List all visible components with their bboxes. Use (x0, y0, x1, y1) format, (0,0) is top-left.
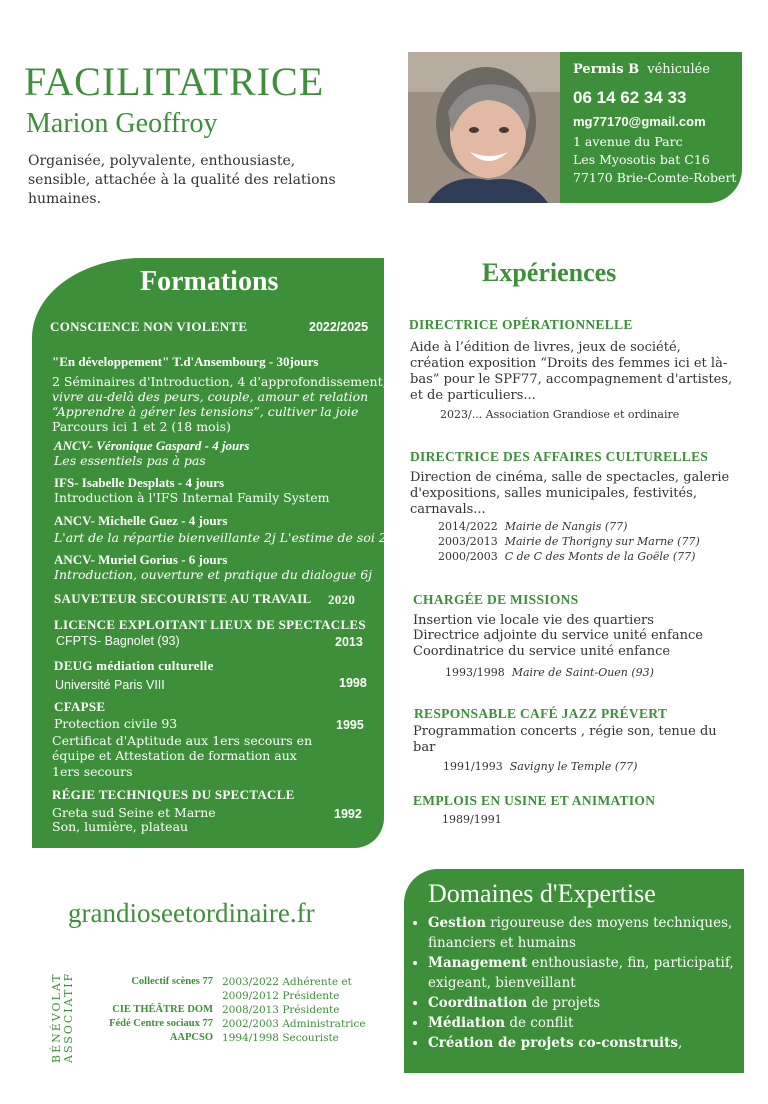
permis-detail: véhiculée (647, 62, 710, 77)
deug-year: 1998 (339, 676, 367, 690)
address-line-3: 77170 Brie-Comte-Robert (573, 170, 737, 185)
experiences-title: Expériences (482, 258, 617, 287)
formation-5-title: ANCV- Muriel Gorius - 6 jours (54, 552, 228, 567)
formation-4-line-1: L'art de la répartie bienveillante 2j L'estime de soi 2j (54, 530, 391, 545)
expertise-item-text: de conflit (505, 1015, 574, 1031)
expertise-item-text: rigoureuse des moyens techniques, financiers et humains (428, 915, 733, 951)
formation-4-title: ANCV- Michelle Guez - 4 jours (54, 513, 228, 528)
licence-heading: LICENCE EXPLOITANT LIEUX DE SPECTACLES (54, 617, 366, 632)
expertise-item-text: de projets (527, 995, 601, 1011)
exp-4-date-year: 1991/1993 (443, 760, 503, 773)
sst-heading: SAUVETEUR SECOURISTE AU TRAVAIL (54, 591, 312, 606)
cfapse-year: 1995 (336, 718, 364, 732)
exp-3-heading: CHARGÉE DE MISSIONS (413, 592, 579, 607)
exp-3-date (445, 666, 654, 679)
exp-1-date: 2023/... Association Grandiose et ordinaire (440, 408, 680, 421)
benevolat-value: 2008/2013 Présidente (222, 1004, 340, 1016)
exp-2-line-3: carnavals... (410, 502, 486, 517)
benevolat-row (0, 1032, 400, 1046)
address-line-2: Les Myosotis bat C16 (573, 152, 710, 167)
permis-label: Permis B (573, 62, 640, 77)
permis-line (573, 62, 710, 77)
exp-3-line-1: Insertion vie locale vie des quartiers (413, 613, 654, 628)
portrait-photo (408, 52, 560, 203)
benevolat-value: 2003/2022 Adhérente et (222, 976, 352, 988)
expertise-item (428, 1033, 743, 1053)
regie-line-2: Son, lumière, plateau (52, 819, 189, 834)
expertise-item-bold: Management (428, 955, 528, 971)
exp-2-date-1 (438, 520, 627, 533)
exp-3-line-2: Directrice adjointe du service unité enfance (413, 628, 703, 643)
exp-1-line-4: et de particuliers... (410, 388, 536, 403)
exp-3-date-year: 1993/1998 (445, 666, 505, 679)
benevolat-value: 2002/2003 Administratrice (222, 1018, 366, 1030)
exp-2-date-1-place: Mairie de Nangis (77) (504, 520, 628, 533)
expertise-item (428, 1013, 743, 1033)
formation-1-line-3: “Apprendre à gérer les tensions”, cultiver la joie (52, 404, 359, 419)
cfapse-line-2: Certificat d'Aptitude aux 1ers secours en (52, 733, 313, 748)
exp-1-line-3: bas” pour le SPF77, accompagnement d'artistes, (410, 372, 733, 387)
exp-1-line-1: Aide à l’édition de livres, jeux de société, (410, 340, 681, 355)
benevolat-value: 2009/2012 Présidente (222, 990, 340, 1002)
exp-3-line-3: Coordinatrice du service unité enfance (413, 644, 671, 659)
exp-2-heading: DIRECTRICE DES AFFAIRES CULTURELLES (410, 449, 709, 464)
deug-heading: DEUG médiation culturelle (54, 658, 214, 673)
exp-2-line-2: d'expositions, salles municipales, festivités, (410, 486, 697, 501)
sst-year: 2020 (328, 592, 356, 607)
exp-2-date-3-year: 2000/2003 (438, 550, 498, 563)
person-name: Marion Geoffroy (26, 108, 218, 139)
benevolat-row (0, 990, 400, 1004)
licence-year: 2013 (335, 635, 363, 649)
exp-3-date-place: Maire de Saint-Ouen (93) (511, 666, 654, 679)
cfapse-line-4: 1ers secours (52, 764, 133, 779)
expertise-item-bold: Coordination (428, 995, 528, 1011)
formation-1-line-4: Parcours ici 1 et 2 (18 mois) (52, 419, 231, 434)
formation-1-line-2: vivre au-delà des peurs, couple, amour et relation (52, 389, 369, 404)
cfapse-line-3: équipe et Attestation de formation aux (52, 748, 297, 763)
benevolat-org: AAPCSO (169, 1032, 213, 1043)
expertise-item (428, 993, 743, 1013)
exp-4-date (443, 760, 637, 773)
associatif-word: ASSOCIATIF (62, 971, 75, 1063)
benevolat-row (0, 976, 400, 990)
formation-2-line-1: Les essentiels pas à pas (54, 453, 206, 468)
exp-2-date-2 (438, 535, 700, 548)
formation-3-line-1: Introduction à l'IFS Internal Family System (54, 490, 330, 505)
expertise-item-bold: Création de projets co-construits (428, 1035, 678, 1051)
formation-2-title: ANCV- Véronique Gaspard - 4 jours (54, 438, 250, 453)
email-link[interactable]: mg77170@gmail.com (573, 114, 706, 129)
cnv-heading: CONSCIENCE NON VIOLENTE (50, 319, 248, 334)
expertise-item (428, 913, 743, 953)
exp-4-date-place: Savigny le Temple (77) (509, 760, 638, 773)
expertise-title: Domaines d'Expertise (428, 879, 656, 908)
formation-1-line-1: 2 Séminaires d'Introduction, 4 d'approfondissement, (52, 374, 387, 389)
benevolat-org: Collectif scènes 77 (131, 976, 213, 987)
address-line-1: 1 avenue du Parc (573, 134, 683, 149)
expertise-item-bold: Médiation (428, 1015, 506, 1031)
licence-line-1: CFPTS- Bagnolet (93) (56, 634, 180, 648)
exp-1-line-2: création exposition “Droits des femmes ici et là- (410, 356, 728, 371)
exp-2-date-3 (438, 550, 695, 563)
formation-3-title: IFS- Isabelle Desplats - 4 jours (54, 475, 225, 490)
exp-2-date-3-place: C de C des Monts de la Goële (77) (504, 550, 696, 563)
page-title: FACILITATRICE (24, 59, 325, 104)
exp-1-heading: DIRECTRICE OPÉRATIONNELLE (409, 317, 633, 332)
exp-4-line-1: Programmation concerts , régie son, tenue du (413, 724, 717, 739)
contact-panel (560, 52, 742, 203)
exp-2-date-2-place: Mairie de Thorigny sur Marne (77) (504, 535, 700, 548)
deug-line-1: Université Paris VIII (55, 678, 165, 692)
formations-title: Formations (140, 266, 279, 297)
exp-5-heading: EMPLOIS EN USINE ET ANIMATION (413, 793, 656, 808)
formation-1-title: "En développement" T.d'Ansembourg - 30jours (52, 354, 319, 369)
benevolat-row (0, 1004, 400, 1018)
benevolat-word: BÉNÉVOLAT (50, 972, 63, 1063)
exp-4-heading: RESPONSABLE CAFÉ JAZZ PRÉVERT (414, 706, 668, 721)
exp-2-date-1-year: 2014/2022 (438, 520, 498, 533)
regie-year: 1992 (334, 807, 362, 821)
expertise-item (428, 953, 743, 993)
exp-2-date-2-year: 2003/2013 (438, 535, 498, 548)
expertise-item-bold: Gestion (428, 915, 486, 931)
exp-2-line-1: Direction de cinéma, salle de spectacles, galerie (410, 470, 730, 485)
regie-heading: RÉGIE TECHNIQUES DU SPECTACLE (52, 787, 295, 802)
expertise-list (414, 913, 743, 1053)
benevolat-org: CIE THÉÂTRE DOM (112, 1004, 213, 1015)
website-link[interactable]: grandioseetordinaire.fr (68, 898, 315, 928)
formations-panel (32, 258, 391, 848)
exp-5-date: 1989/1991 (442, 813, 502, 826)
cnv-year: 2022/2025 (309, 320, 369, 334)
benevolat-value: 1994/1998 Secouriste (222, 1032, 339, 1044)
cfapse-line-1: Protection civile 93 (54, 716, 178, 731)
expertise-item-text: , (677, 1035, 683, 1051)
phone-number[interactable]: 06 14 62 34 33 (573, 88, 687, 107)
regie-line-1: Greta sud Seine et Marne (52, 805, 216, 820)
benevolat-org: Fédé Centre sociaux 77 (109, 1018, 213, 1029)
expertise-panel (404, 869, 744, 1073)
benevolat-row (0, 1018, 400, 1032)
exp-4-line-2: bar (413, 740, 436, 755)
expertise-item-text: enthousiaste, fin, participatif, exigeant, bienveillant (428, 955, 734, 991)
cfapse-heading: CFAPSE (54, 699, 106, 714)
formation-5-line-1: Introduction, ouverture et pratique du dialogue 6j (54, 567, 373, 582)
tagline: Organisée, polyvalente, enthousiaste, sensible, attachée à la qualité des relations humaines. (28, 153, 336, 207)
